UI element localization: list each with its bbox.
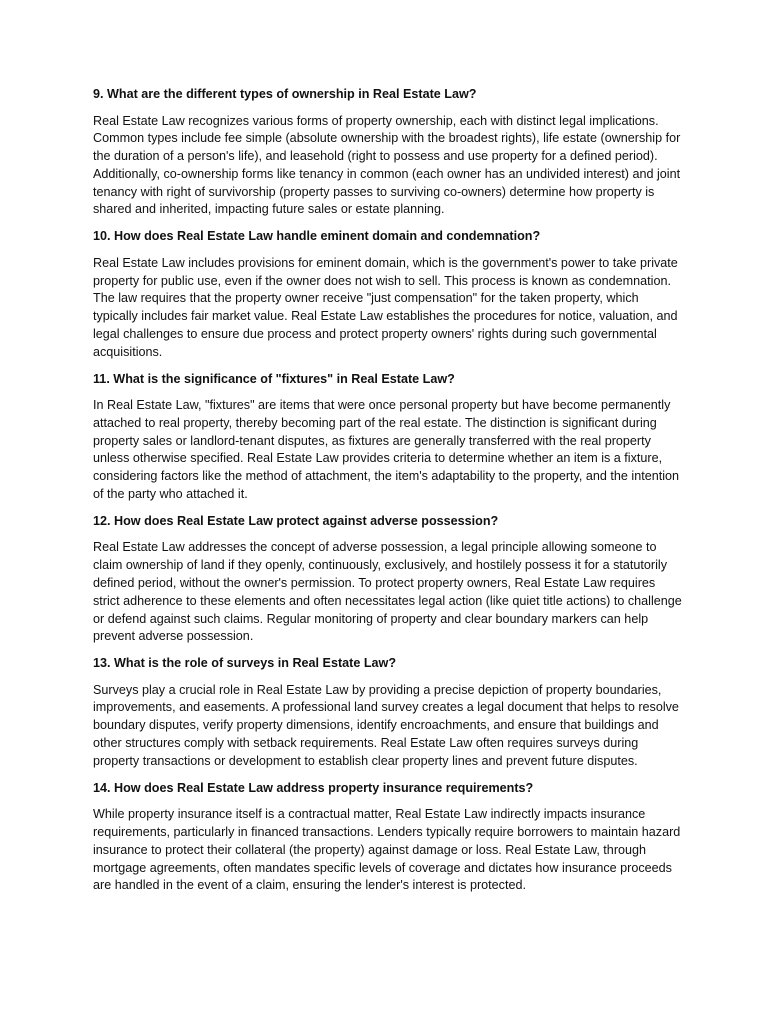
faq-section-12	[93, 513, 683, 646]
faq-section-11	[93, 371, 683, 504]
answer-paragraph: Real Estate Law recognizes various forms of property ownership, each with distinct legal implications. Common types include fee simple (absolute ownership with the broadest rights), life estate (ownership for the duration of a person's life), and leasehold (right to possess and use property for a defined period). Additionally, co-ownership forms like tenancy in common (each owner has an undivided interest) and joint tenancy with right of survivorship (property passes to surviving co-owners) determine how property is shared and inherited, impacting future sales or estate planning.	[93, 113, 681, 217]
question-heading: 13. What is the role of surveys in Real Estate Law?	[93, 656, 397, 671]
question-heading: 12. How does Real Estate Law protect against adverse possession?	[93, 513, 499, 528]
faq-section-10	[93, 228, 683, 361]
answer-paragraph: Surveys play a crucial role in Real Estate Law by providing a precise depiction of property boundaries, improvements, and easements. A professional land survey creates a legal document that helps to resolve boundary disputes, verify property dimensions, identify encroachments, and ensure that buildings and other structures comply with setback requirements. Real Estate Law often requires surveys during property transactions or development to establish clear property lines and prevent future disputes.	[93, 682, 679, 768]
question-heading: 14. How does Real Estate Law address property insurance requirements?	[93, 780, 534, 795]
answer-paragraph: Real Estate Law includes provisions for eminent domain, which is the government's power to take private property for public use, even if the owner does not wish to sell. This process is known as condemnation. The law requires that the property owner receive "just compensation" for the taken property, which typically includes fair market value. Real Estate Law establishes the procedures for notice, valuation, and legal challenges to ensure due process and protect property owners' rights during such governmental acquisitions.	[93, 255, 678, 359]
question-heading: 10. How does Real Estate Law handle eminent domain and condemnation?	[93, 229, 541, 244]
question-heading: 9. What are the different types of ownership in Real Estate Law?	[93, 87, 477, 101]
answer-paragraph: Real Estate Law addresses the concept of adverse possession, a legal principle allowing someone to claim ownership of land if they openly, continuously, exclusively, and hostilely possess it for a statutorily defined period, without the owner's permission. To protect property owners, Real Estate Law requires strict adherence to these elements and often necessitates legal action (like quiet title actions) to challenge or defend against such claims. Regular monitoring of property and clear boundary markers can help prevent adverse possession.	[93, 540, 682, 644]
question-heading: 11. What is the significance of "fixtures" in Real Estate Law?	[93, 371, 455, 386]
answer-paragraph: While property insurance itself is a contractual matter, Real Estate Law indirectly impacts insurance requirements, particularly in financed transactions. Lenders typically require borrowers to maintain hazard insurance to protect their collateral (the property) against damage or loss. Real Estate Law, through mortgage agreements, often mandates specific levels of coverage and dictates how insurance proceeds are handled in the event of a claim, ensuring the lender's interest is protected.	[93, 807, 681, 893]
faq-section-14	[93, 780, 683, 895]
faq-section-13	[93, 655, 683, 770]
faq-section-9	[93, 86, 683, 219]
answer-paragraph: In Real Estate Law, "fixtures" are items that were once personal property but have become permanently attached to real property, thereby becoming part of the real estate. The distinction is significant during property sales or landlord-tenant disputes, as fixtures are generally transferred with the real property unless otherwise specified. Real Estate Law provides criteria to determine whether an item is a fixture, considering factors like the method of attachment, the item's adaptability to the property, and the intention of the party who attached it.	[93, 398, 680, 502]
document-page	[93, 86, 683, 904]
